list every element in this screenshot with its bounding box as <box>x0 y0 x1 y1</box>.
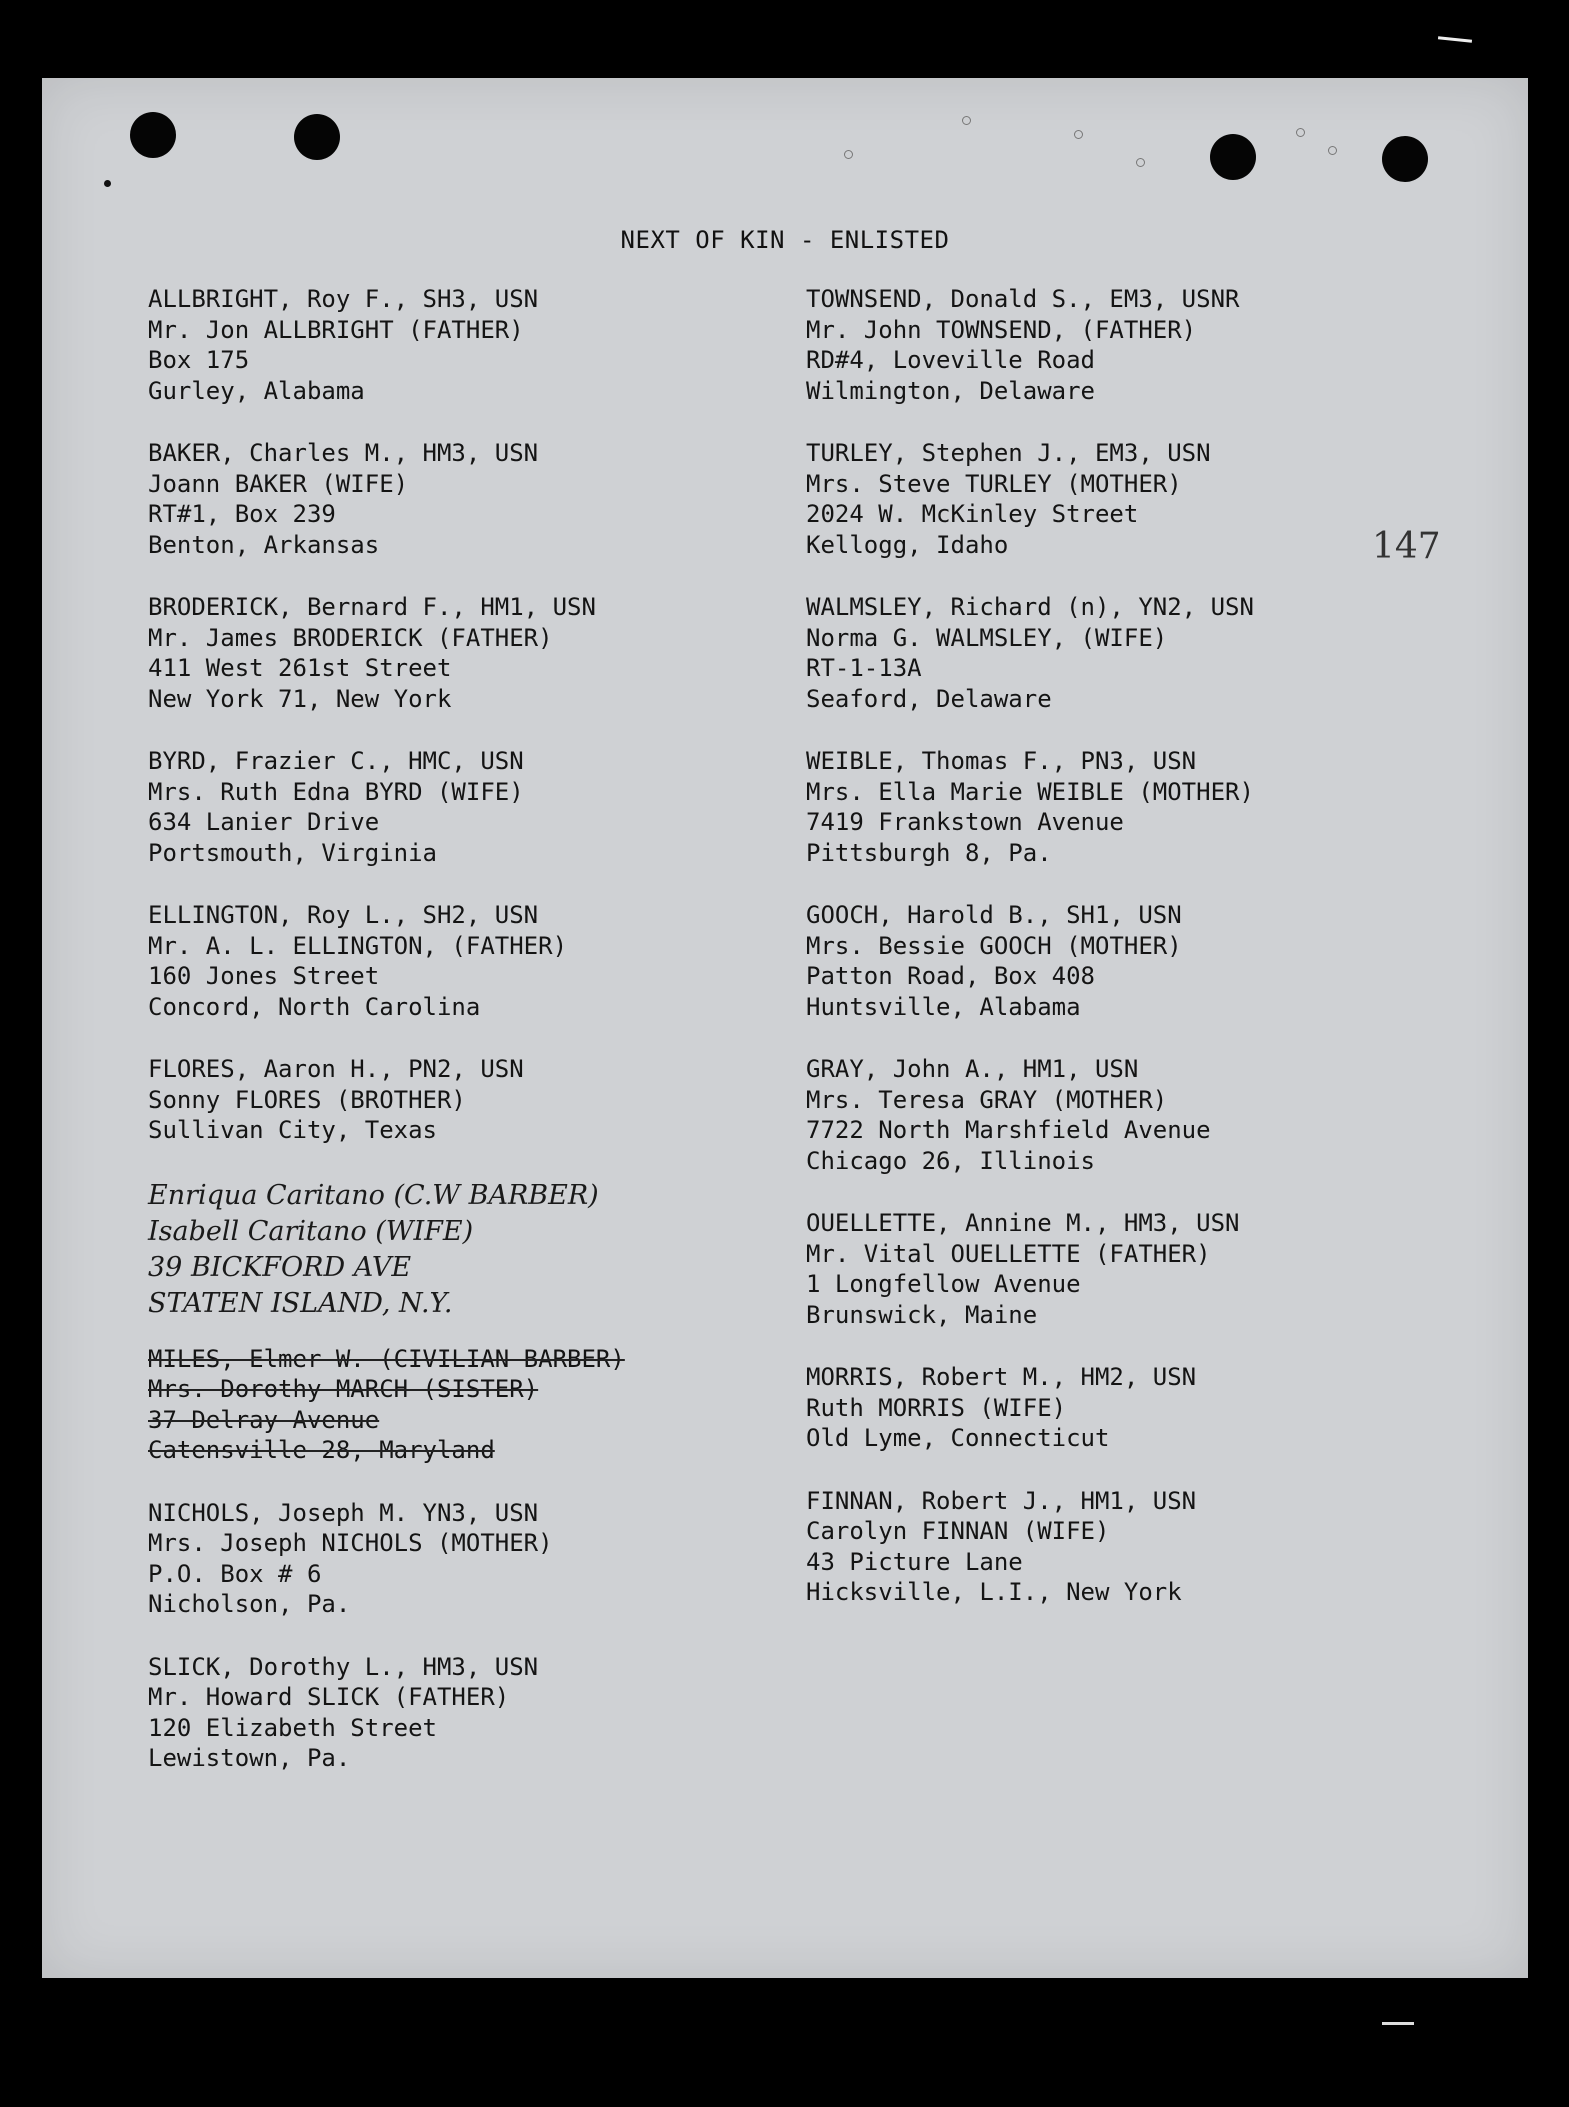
entry-detail-line: Portsmouth, Virginia <box>148 838 437 867</box>
punch-hole <box>1382 136 1428 182</box>
entry-detail-line: Chicago 26, Illinois <box>806 1146 1095 1175</box>
entry-detail-line: Carolyn FINNAN (WIFE) <box>806 1517 1110 1545</box>
punch-hole <box>294 114 340 160</box>
entry-name-line: OUELLETTE, Annine M., HM3, USN <box>806 1209 1240 1237</box>
entry-detail-line: Mr. John TOWNSEND, (FATHER) <box>806 315 1197 344</box>
entry-detail-line: STATEN ISLAND, N.Y. <box>148 1287 453 1319</box>
entry-detail-line: Brunswick, Maine <box>806 1300 1038 1329</box>
entry-detail-line: Mrs. Steve TURLEY (MOTHER) <box>806 469 1182 498</box>
entry-detail-line: Patton Road, Box 408 <box>806 962 1095 990</box>
entry-detail-line: Mr. Jon ALLBRIGHT (FATHER) <box>148 315 524 344</box>
entry-detail-line: Hicksville, L.I., New York <box>806 1578 1182 1606</box>
entry-detail-line: Box 175 <box>148 346 250 374</box>
next-of-kin-entry <box>148 746 748 868</box>
next-of-kin-entry <box>806 1054 1426 1176</box>
next-of-kin-entry <box>148 592 748 714</box>
entry-detail-line: Isabell Caritano (WIFE) <box>148 1215 474 1247</box>
next-of-kin-entry <box>806 746 1426 868</box>
entry-detail-line: Mr. Howard SLICK (FATHER) <box>148 1683 510 1711</box>
entry-detail-line: Gurley, Alabama <box>148 376 365 405</box>
scan-speck <box>104 180 111 187</box>
entry-name-line: TOWNSEND, Donald S., EM3, USNR <box>806 285 1240 313</box>
entry-name-line: FINNAN, Robert J., HM1, USN <box>806 1486 1197 1515</box>
entry-detail-line: Mrs. Teresa GRAY (MOTHER) <box>806 1085 1168 1114</box>
scan-artifact <box>1438 36 1472 43</box>
entry-detail-line: New York 71, New York <box>148 684 452 713</box>
scan-speck <box>1074 130 1083 139</box>
entry-detail-line: 411 West 261st Street <box>148 654 452 682</box>
entry-detail-line: Norma G. WALMSLEY, (WIFE) <box>806 623 1168 652</box>
entry-detail-line: Kellogg, Idaho <box>806 530 1009 559</box>
entry-detail-line: Benton, Arkansas <box>148 530 380 559</box>
next-of-kin-entry <box>806 284 1426 406</box>
entry-detail-line: 2024 W. McKinley Street <box>806 500 1139 528</box>
entry-name-line: Enriqua Caritano (C.W BARBER) <box>148 1179 599 1211</box>
next-of-kin-entry <box>148 438 748 560</box>
entry-name-line: GRAY, John A., HM1, USN <box>806 1055 1139 1083</box>
entry-name-line: BRODERICK, Bernard F., HM1, USN <box>148 593 596 621</box>
entry-detail-line: Mr. A. L. ELLINGTON, (FATHER) <box>148 931 568 960</box>
next-of-kin-entry <box>806 1362 1426 1454</box>
entry-detail-line: Nicholson, Pa. <box>148 1590 351 1618</box>
next-of-kin-entry <box>148 900 748 1022</box>
entry-detail-line: 7419 Frankstown Avenue <box>806 808 1124 836</box>
entry-detail-line: Mrs. Bessie GOOCH (MOTHER) <box>806 931 1182 960</box>
entry-detail-line: Seaford, Delaware <box>806 684 1052 713</box>
entry-detail-line: Wilmington, Delaware <box>806 376 1095 405</box>
document-page <box>42 78 1528 1978</box>
entry-name-line: SLICK, Dorothy L., HM3, USN <box>148 1652 539 1681</box>
entry-detail-line: Mr. Vital OUELLETTE (FATHER) <box>806 1239 1211 1268</box>
entry-name-line: WALMSLEY, Richard (n), YN2, USN <box>806 593 1254 621</box>
entry-name-line: BAKER, Charles M., HM3, USN <box>148 439 539 467</box>
entry-name-line: GOOCH, Harold B., SH1, USN <box>806 901 1182 929</box>
entry-detail-line: Sullivan City, Texas <box>148 1116 437 1144</box>
entry-name-line: MORRIS, Robert M., HM2, USN <box>806 1363 1197 1391</box>
entry-detail-line: Joann BAKER (WIFE) <box>148 469 409 498</box>
entry-detail-line: Sonny FLORES (BROTHER) <box>148 1085 466 1114</box>
scan-speck <box>1328 146 1337 155</box>
entry-detail-line: RT-1-13A <box>806 654 922 682</box>
entry-name-line: ELLINGTON, Roy L., SH2, USN <box>148 901 539 929</box>
scan-speck <box>844 150 853 159</box>
entry-detail-line: 634 Lanier Drive <box>148 808 380 836</box>
entry-name-line: FLORES, Aaron H., PN2, USN <box>148 1055 524 1083</box>
punch-hole <box>1210 134 1256 180</box>
next-of-kin-entry <box>806 900 1426 1022</box>
entry-detail-line: Pittsburgh 8, Pa. <box>806 838 1052 867</box>
scan-speck <box>1136 158 1145 167</box>
entry-detail-line: 37 Delray Avenue <box>148 1405 380 1434</box>
left-entries <box>148 284 748 1146</box>
punch-hole <box>130 112 176 158</box>
entry-detail-line: 39 BICKFORD AVE <box>148 1251 412 1283</box>
entry-detail-line: 120 Elizabeth Street <box>148 1713 437 1742</box>
entry-name-line: NICHOLS, Joseph M. YN3, USN <box>148 1498 539 1527</box>
next-of-kin-entry <box>806 592 1426 714</box>
left-column <box>148 284 748 1806</box>
next-of-kin-entry <box>148 1652 748 1774</box>
entry-name-line: BYRD, Frazier C., HMC, USN <box>148 747 524 775</box>
page-number: 147 <box>1372 526 1441 567</box>
next-of-kin-entry <box>148 1498 748 1620</box>
entry-name-line: ALLBRIGHT, Roy F., SH3, USN <box>148 285 539 313</box>
entry-detail-line: Old Lyme, Connecticut <box>806 1424 1110 1452</box>
entry-detail-line: 160 Jones Street <box>148 962 380 990</box>
entry-detail-line: 43 Picture Lane <box>806 1547 1023 1576</box>
next-of-kin-entry <box>148 1054 748 1146</box>
next-of-kin-entry <box>806 438 1426 560</box>
left-entries-after <box>148 1498 748 1774</box>
entry-detail-line: Lewistown, Pa. <box>148 1744 351 1772</box>
scan-speck <box>962 116 971 125</box>
entry-detail-line: Mrs. Joseph NICHOLS (MOTHER) <box>148 1529 553 1557</box>
entry-detail-line: Mrs. Ella Marie WEIBLE (MOTHER) <box>806 777 1254 806</box>
next-of-kin-entry <box>806 1486 1426 1608</box>
right-column <box>806 284 1426 1640</box>
entry-detail-line: RT#1, Box 239 <box>148 500 336 528</box>
entry-detail-line: Mr. James BRODERICK (FATHER) <box>148 623 553 652</box>
entry-detail-line: 1 Longfellow Avenue <box>806 1270 1081 1298</box>
scan-speck <box>1296 128 1305 137</box>
entry-detail-line: P.O. Box # 6 <box>148 1559 322 1588</box>
entry-name-line: WEIBLE, Thomas F., PN3, USN <box>806 747 1197 775</box>
handwritten-entry <box>148 1178 748 1322</box>
entry-detail-line: Ruth MORRIS (WIFE) <box>806 1393 1067 1422</box>
next-of-kin-entry <box>806 1208 1426 1330</box>
entry-detail-line: RD#4, Loveville Road <box>806 346 1095 374</box>
entry-detail-line: Mrs. Ruth Edna BYRD (WIFE) <box>148 777 524 806</box>
entry-detail-line: Catensville 28, Maryland <box>148 1436 495 1464</box>
scan-artifact <box>1382 2022 1414 2025</box>
entry-detail-line: Mrs. Dorothy MARCH (SISTER) <box>148 1375 539 1403</box>
entry-name-line: TURLEY, Stephen J., EM3, USN <box>806 439 1211 467</box>
entry-detail-line: 7722 North Marshfield Avenue <box>806 1116 1211 1144</box>
entry-detail-line: Concord, North Carolina <box>148 992 481 1021</box>
struck-entry <box>148 1344 748 1466</box>
entry-detail-line: Huntsville, Alabama <box>806 992 1081 1021</box>
page-title: NEXT OF KIN - ENLISTED <box>620 226 950 254</box>
next-of-kin-entry <box>148 284 748 406</box>
entry-name-line: MILES, Elmer W. (CIVILIAN BARBER) <box>148 1344 625 1373</box>
